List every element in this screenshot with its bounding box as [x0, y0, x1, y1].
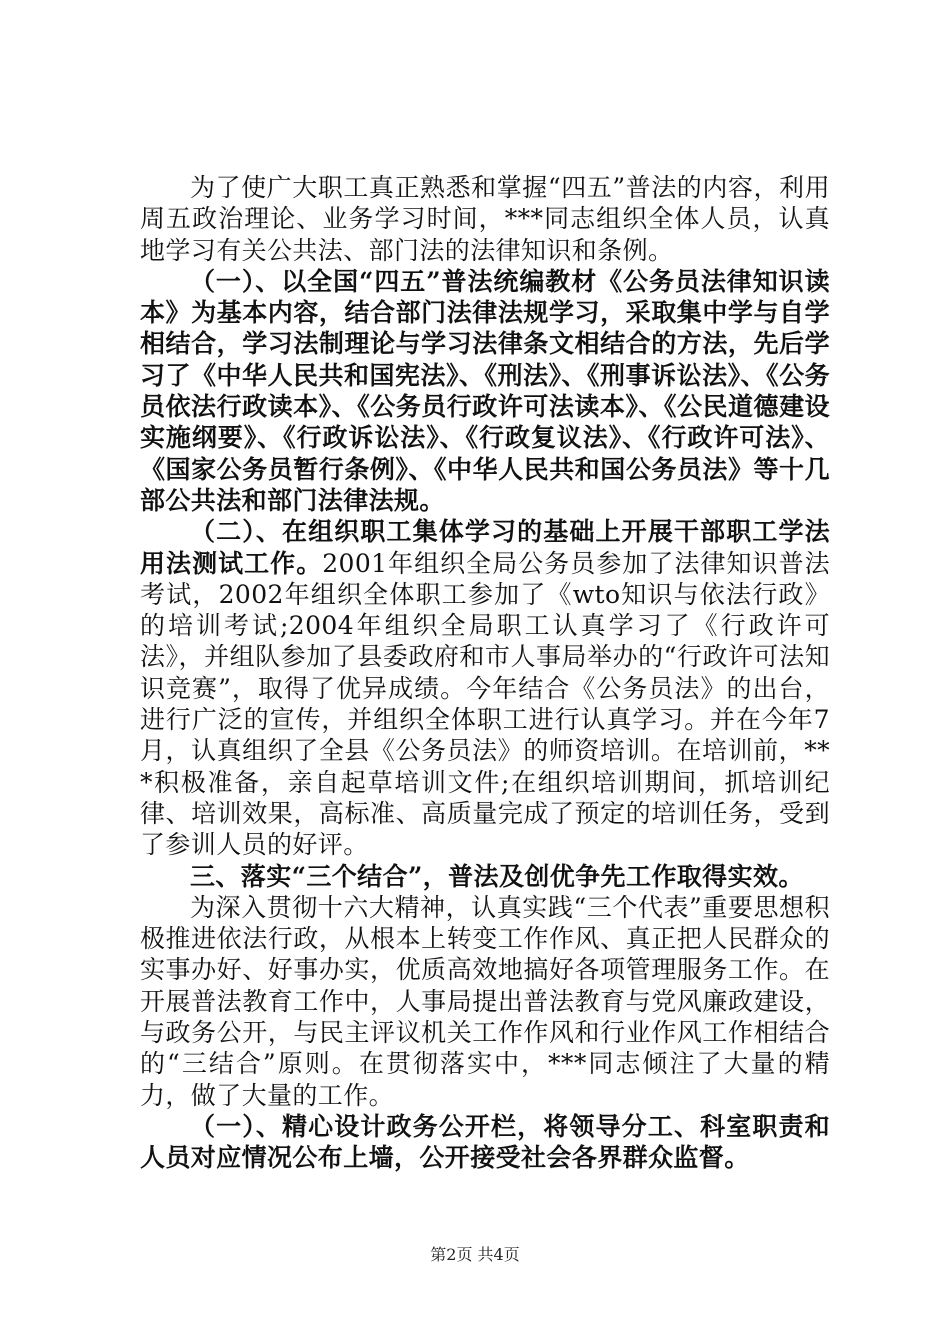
- paragraph-section-1-2-heading: （二）、在组织职工集体学习的基础上开展干部职工学法用法测试工作。: [140, 517, 830, 578]
- paragraph-section-1-2-body: 2001年组织全局公务员参加了法律知识普法考试，2002年组织全体职工参加了《wto知识与依法行政》的培训考试;2004年组织全局职工认真学习了《行政许可法》，并组队参加了县委政府和市人事局举办的“行政许可法知识竞赛”，取得了优异成绩。今年结合《公务员法》的出台，进行广泛的宣传，并组织全体职工进行认真学习。并在今年7月，认真组织了全县《公务员法》的师资培训。在培训前，***积极准备，亲自起草培训文件;在组织培训期间，抓培训纪律、培训效果，高标准、高质量完成了预定的培训任务，受到了参训人员的好评。: [140, 548, 830, 860]
- paragraph-section-1-1: （一）、以全国“四五”普法统编教材《公务员法律知识读本》为基本内容，结合部门法律法规学习，采取集中学与自学相结合，学习法制理论与学习法律条文相结合的方法，先后学习了《中华人民共和国宪法》、《刑法》、《刑事诉讼法》、《公务员依法行政读本》、《公务员行政许可法读本》、《公民道德建设实施纲要》、《行政诉讼法》、《行政复议法》、《行政许可法》、《国家公务员暂行条例》、《中华人民共和国公务员法》等十几部公共法和部门法律法规。: [140, 266, 830, 515]
- section-heading-3: 三、落实“三个结合”，普法及创优争先工作取得实效。: [190, 861, 804, 891]
- paragraph-intro: 为了使广大职工真正熟悉和掌握“四五”普法的内容，利用周五政治理论、业务学习时间，***同志组织全体人员，认真地学习有关公共法、部门法的法律知识和条例。: [140, 173, 830, 265]
- paragraph-section-3-1: （一）、精心设计政务公开栏，将领导分工、科室职责和人员对应情况公布上墙，公开接受社会各界群众监督。: [140, 1111, 830, 1173]
- paragraph-section-3-intro: 为深入贯彻十六大精神，认真实践“三个代表”重要思想积极推进依法行政，从根本上转变工作作风、真正把人民群众的实事办好、好事办实，优质高效地搞好各项管理服务工作。在开展普法教育工作中，人事局提出普法教育与党风廉政建设，与政务公开，与民主评议机关工作作风和行业作风工作相结合的“三结合”原则。在贯彻落实中，***同志倾注了大量的精力，做了大量的工作。: [140, 892, 830, 1110]
- paragraph-section-1-2: [140, 516, 830, 860]
- page-number-footer: 第2页 共4页: [430, 1245, 520, 1264]
- document-body: [140, 172, 830, 1174]
